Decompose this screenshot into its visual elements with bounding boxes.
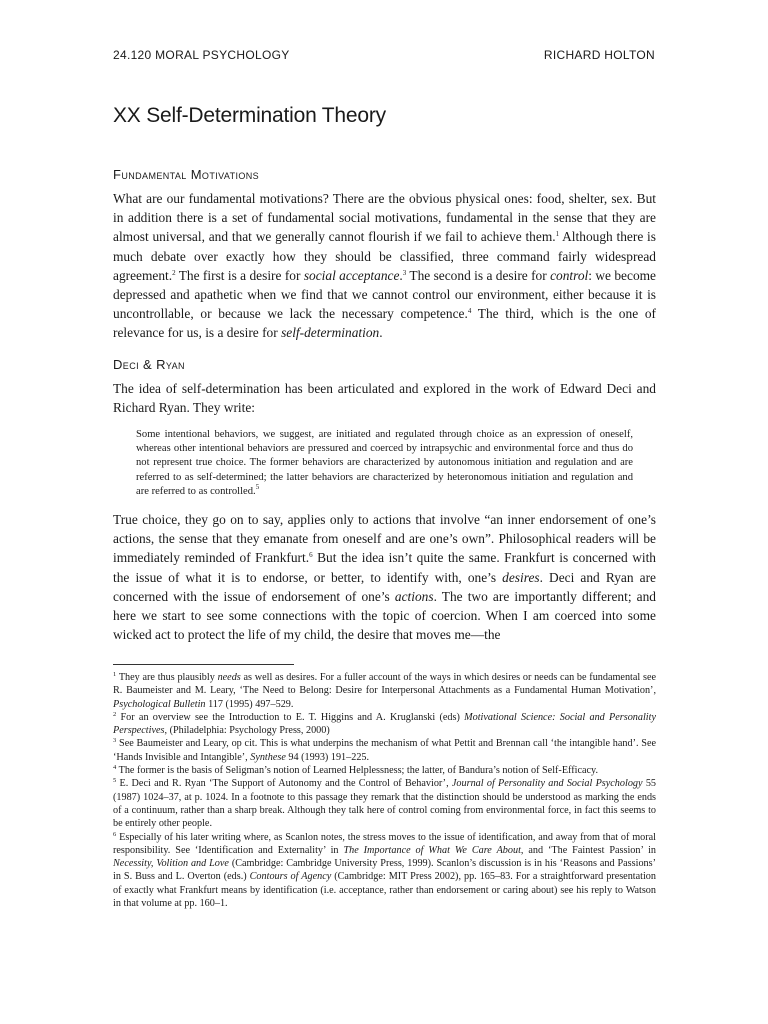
footnote-number: 5 [113,777,117,785]
footnote-ref-3[interactable]: 3 [402,268,407,277]
text-run: The first is a desire for [175,267,304,283]
footnote-ref-1[interactable]: 1 [555,230,560,239]
text-run: . [399,267,403,283]
footnote-ref-4[interactable]: 4 [467,307,472,316]
emphasis-text: actions [394,588,434,604]
text-run: (Cambridge: Cambridge University Press, 1999). Scanlon’s discussion is in his ‘Reasons and Passions’ in S. Buss and L. Overton (eds.) [113,858,656,883]
footnotes [113,671,656,910]
emphasis-text: Synthese [250,751,286,763]
text-run: The former is the basis of Seligman’s notion of Learned Helplessness; the latter, of Bandura’s notion of Self-Efficacy. [116,765,599,777]
footnote-number: 2 [113,710,117,718]
quote-text: Some intentional behaviors, we suggest, are initiated and regulated through choice as an expression of oneself, whereas other intentional behaviors are pressured and coerced by intrapsychic and environmental force and thus do not represent true choice. The former behaviors are characterized by autonomous initiation and regulation and are referred to as self-determined; the latter behaviors are characterized by heteronomous initiation and regulation and are referred to as controlled. [136,429,633,497]
text-run: True choice, they go on to say, applies only to actions that involve “an inner endorsement of one’s actions, the sense that they emanate from oneself and are one’s own”. Philosophical readers will be immediately reminded of Frankfurt. [113,512,656,566]
text-run: E. Deci and R. Ryan ‘The Support of Autonomy and the Control of Behavior’, [116,778,452,790]
footnote-divider [113,664,294,665]
footnote-number: 6 [113,830,117,838]
footnote-4 [113,764,656,777]
text-run: But the idea isn’t quite the same. Frankfurt is concerned with the issue of what it is to endorse, or better, to identify with, one’s [113,550,657,585]
text-run: . The two are importantly different; and here we start to see some connections with the topic of coercion. When I am coerced into some wicked act to protect the life of my child, the desire that moves me—the [113,588,656,643]
section-heading-deci-ryan: Deci & Ryan [113,357,185,372]
text-run: : we become depressed and apathetic when we find that we cannot control our environment, either because it is uncontrollable, or because we lack the necessary competence. [113,267,656,322]
paragraph-true-choice [113,510,656,644]
emphasis-text: control [550,267,589,283]
emphasis-text: self-determination [281,325,380,341]
emphasis-text: Motivational Science: Social and Personality Perspectives [113,711,656,737]
text-run: Especially of his later writing where, as Scanlon notes, the stress moves to the issue of identification, and away from that of moral responsibility. See ‘Identification and Externality’ in [113,831,656,856]
text-run: They are thus plausibly [116,672,218,683]
emphasis-text: The Importance of What We Care About [343,844,521,856]
emphasis-text: desires [502,569,540,585]
emphasis-text: Necessity, Volition and Love [113,858,229,870]
emphasis-text: Journal of Personality and Social Psychology [451,778,643,790]
text-run: 117 (1995) 497–529. [205,698,294,710]
text-run: . [379,325,383,341]
emphasis-text: needs [217,672,241,683]
page-title: XX Self-Determination Theory [113,104,386,127]
text-run: 55 (1987) 1024–37, at p. 1024. In a footnote to this passage they remark that the distinction should be understood as marking the ends of a continuum, rather than a sharp break. Although they talk here of control coming from environmental force, in fact this seems to be entirely other people. [113,778,657,830]
footnote-ref-2[interactable]: 2 [172,268,176,277]
block-quote [136,428,633,499]
emphasis-text: Contours of Agency [249,871,332,883]
text-run: The third, which is the one of relevance for us, is a desire for [113,306,657,341]
footnote-5 [113,777,656,830]
footnote-ref-5[interactable]: 5 [255,482,260,491]
text-run: For an overview see the Introduction to E. T. Higgins and A. Kruglanski (eds) [116,711,465,723]
text-run: 94 (1993) 191–225. [285,751,370,763]
footnote-1 [113,671,656,711]
text-run: , and ‘The Faintest Passion’ in [520,844,656,856]
footnote-3 [113,737,656,764]
text-run: . Deci and Ryan are concerned with the issue of endorsement of one’s [113,569,656,604]
footnote-number: 3 [113,737,117,745]
paragraph-deci-intro: The idea of self-determination has been articulated and explored in the work of Edward Deci and Richard Ryan. They write: [113,381,656,416]
text-run: See Baumeister and Leary, op cit. This is what underpins the mechanism of what Pettit and Brennan call ‘the intangible hand’. See ‘Hands Invisible and Intangible’, [113,738,656,763]
footnote-ref-6[interactable]: 6 [309,551,313,560]
text-run: Although there is much debate over exactly how they should be classified, three command fairly widespread agreement. [113,229,656,283]
emphasis-text: Psychological Bulletin [113,698,206,710]
section-heading-fundamental: Fundamental Motivations [113,167,260,182]
footnote-number: 1 [113,671,117,678]
text-run: (Cambridge: MIT Press 2002), pp. 165–83. For a straightforward presentation of exactly what Frankfurt means by identification (i.e. acceptance, rather than endorsement or caring about) see his reply to Watson in that volume at pp. 160–1. [113,871,656,910]
footnote-2 [113,711,656,738]
text-run: , (Philadelphia: Psychology Press, 2000) [164,725,330,737]
author-name: RICHARD HOLTON [543,48,655,62]
emphasis-text: social acceptance [303,267,400,283]
text-run: What are our fundamental motivations? There are the obvious physical ones: food, shelter, sex. But in addition there is a set of fundamental social motivations, fundamental in the sense that they are almost universal, and that we generally cannot flourish if we fail to achieve them. [113,191,656,245]
footnote-number: 4 [113,764,117,772]
footnote-6 [113,831,656,911]
text-run: as well as desires. For a fuller account of the ways in which desires or needs can be fundamental see R. Baumeister and M. Leary, ‘The Need to Belong: Desire for Interpersonal Attachments as a Fundamental Human Motivation’, [113,672,656,697]
running-header [113,48,655,62]
text-run: The second is a desire for [406,267,551,283]
paragraph-fundamental [113,189,656,343]
course-title: 24.120 MORAL PSYCHOLOGY [113,48,290,62]
